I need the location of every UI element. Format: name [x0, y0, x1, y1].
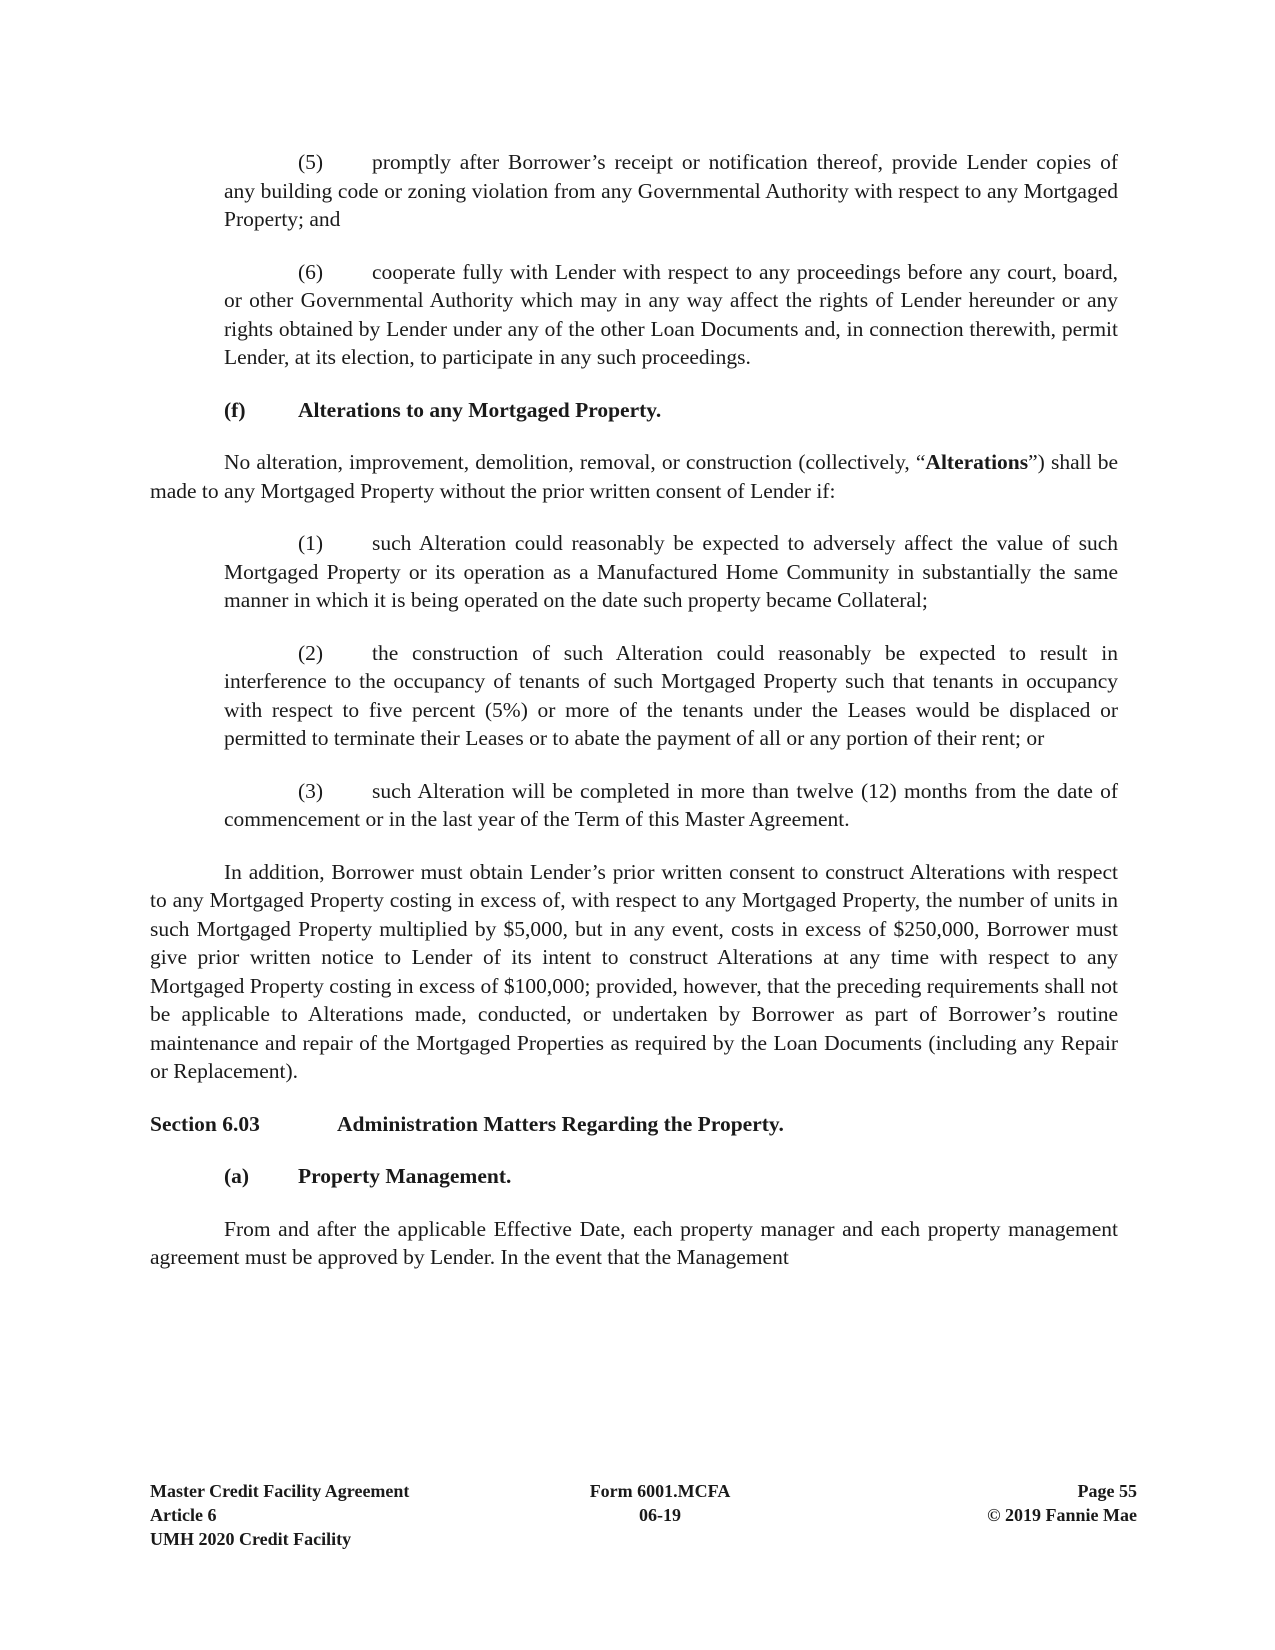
section-title: Administration Matters Regarding the Property.: [337, 1111, 784, 1136]
subsection-heading-a: [224, 1162, 1118, 1191]
item-text: such Alteration will be completed in more than twelve (12) months from the date of commencement or in the last year of the Term of this Master Agreement.: [224, 778, 1118, 831]
item-text: such Alteration could reasonably be expected to adversely affect the value of such Mortgaged Property or its operation as a Manufactured Home Community in substantially the same manner in which it is being operated on the date such property became Collateral;: [224, 531, 1118, 612]
addition-paragraph: In addition, Borrower must obtain Lender’s prior written consent to construct Alterations with respect to any Mortgaged Property costing in excess of, with respect to any Mortgaged Property, the number of units in such Mortgaged Property multiplied by $5,000, but in any event, costs in excess of $250,000, Borrower must give prior written notice to Lender of its intent to construct Alterations at any time with respect to any Mortgaged Property costing in excess of $100,000; provided, however, that the preceding requirements shall not be applicable to Alterations made, conducted, or undertaken by Borrower as part of Borrower’s routine maintenance and repair of the Mortgaged Properties as required by the Loan Documents (including any Repair or Replacement).: [150, 859, 1118, 1083]
footer-form-date: 06-19: [639, 1505, 681, 1525]
item-number: (5): [298, 150, 324, 174]
item-text: the construction of such Alteration could reasonably be expected to result in interference to the occupancy of tenants of such Mortgaged Property such that tenants in occupancy with respect to five percent (5%) or more of the tenants under the Leases would be displaced or permitted to terminate their Leases or to abate the payment of all or any portion of their rent; or: [224, 640, 1118, 750]
alterations-intro-paragraph: [150, 448, 1118, 505]
item-text: cooperate fully with Lender with respect to any proceedings before any court, board, or other Governmental Authority which may in any way affect the rights of Lender hereunder or any rights obtained by Lender under any of the other Loan Documents and, in connection therewith, permit Lender, at its election, to participate in any such proceedings.: [224, 259, 1118, 369]
heading-title: Alterations to any Mortgaged Property.: [298, 397, 662, 422]
intro-text-before: No alteration, improvement, demolition, removal, or construction (collectively, “: [224, 450, 926, 474]
heading-label: (f): [224, 397, 246, 422]
intro-text-after: ”) shall be made to any Mortgaged Property without the prior written consent of Lender if:: [150, 450, 1118, 503]
footer-form-number: Form 6001.MCFA: [589, 1481, 731, 1501]
list-item: [224, 529, 1118, 615]
footer-facility-name: UMH 2020 Credit Facility: [150, 1529, 352, 1549]
management-paragraph: From and after the applicable Effective Date, each property manager and each property management agreement must be approved by Lender. In the event that the Management: [150, 1216, 1118, 1269]
list-item: [224, 639, 1118, 753]
heading-title: Property Management.: [298, 1164, 512, 1188]
document-body: [150, 148, 1118, 1272]
section-label: Section 6.03: [150, 1111, 260, 1136]
footer-copyright: © 2019 Fannie Mae: [987, 1505, 1137, 1525]
footer-agreement-title: Master Credit Facility Agreement: [150, 1481, 410, 1501]
defined-term: Alterations: [925, 450, 1029, 474]
footer-right: [987, 1479, 1137, 1527]
list-item: [224, 777, 1118, 834]
list-item: [224, 148, 1118, 234]
footer-page-number: Page 55: [1077, 1481, 1137, 1501]
section-heading: [150, 1110, 1118, 1139]
item-number: (2): [298, 640, 324, 665]
heading-label: (a): [224, 1164, 250, 1188]
item-number: (6): [298, 259, 324, 284]
footer-center: [580, 1479, 740, 1527]
subsection-heading-f: [224, 396, 1118, 425]
footer-left: [150, 1479, 409, 1551]
footer-article: Article 6: [150, 1505, 217, 1525]
item-number: (1): [298, 531, 324, 555]
item-number: (3): [298, 778, 324, 803]
list-item: [224, 258, 1118, 372]
item-text: promptly after Borrower’s receipt or notification thereof, provide Lender copies of any building code or zoning violation from any Governmental Authority with respect to any Mortgaged Property; and: [224, 150, 1118, 231]
